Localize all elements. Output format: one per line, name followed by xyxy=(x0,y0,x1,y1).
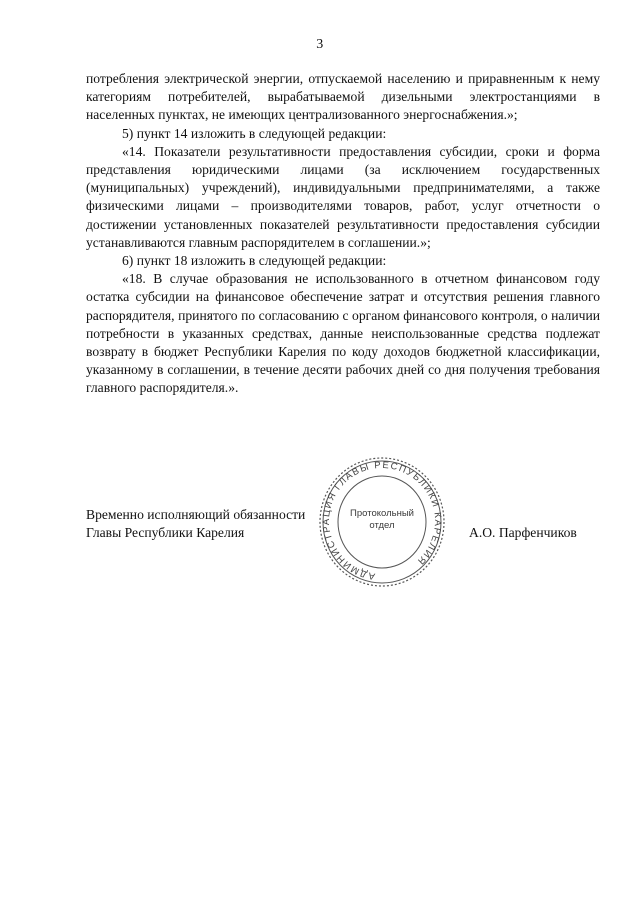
stamp-inner-line1: Протокольный xyxy=(350,508,414,519)
stamp-inner-line2: отдел xyxy=(369,520,395,531)
paragraph-point-18: «18. В случае образования не использованного в отчетном финансовом году остатка субсидии на финансовое обеспечение затрат и отсутствия решения главного распорядителя, принятого по согласованию с органом финансового контроля, о наличии потребности в указанных средствах, данные неиспользованные средства подлежат возврату в бюджет Республики Карелия по коду доходов бюджетной классификации, указанному в соглашении, в течение десяти рабочих дней со дня получения требования главного распорядителя.». xyxy=(86,271,600,396)
paragraph-continuation: потребления электрической энергии, отпускаемой населению и приравненным к нему категориям потребителей, вырабатываемой дизельными электростанциями в населенных пунктах, не имеющих централизованного энергоснабжения.»; xyxy=(86,71,600,123)
paragraph-item-5: 5) пункт 14 изложить в следующей редакции: xyxy=(122,125,387,141)
signature-position-line2: Главы Республики Карелия xyxy=(86,525,245,540)
signature-position xyxy=(86,506,305,542)
page-number: 3 xyxy=(316,37,324,52)
official-stamp xyxy=(318,456,446,590)
paragraph-item-6: 6) пункт 18 изложить в следующей редакции: xyxy=(122,253,387,269)
signature-position-line1: Временно исполняющий обязанности xyxy=(86,507,306,522)
signatory-name: А.О. Парфенчиков xyxy=(469,525,577,540)
stamp-outer-text: АДМИНИСТРАЦИЯ ГЛАВЫ РЕСПУБЛИКИ КАРЕЛИЯ xyxy=(320,459,444,582)
paragraph-point-14: «14. Показатели результативности предоставления субсидии, сроки и форма представления юридическими лицами (за исключением государственных (муниципальных) учреждений), индивидуальными предпринимателями, а также физическими лицами – производителями товаров, работ, услуг отчетности о достижении установленных показателей результативности предоставления субсидии устанавливаются главным распорядителем в соглашении.»; xyxy=(86,143,600,250)
stamp-inner-text xyxy=(318,508,446,532)
document-body xyxy=(86,70,600,398)
